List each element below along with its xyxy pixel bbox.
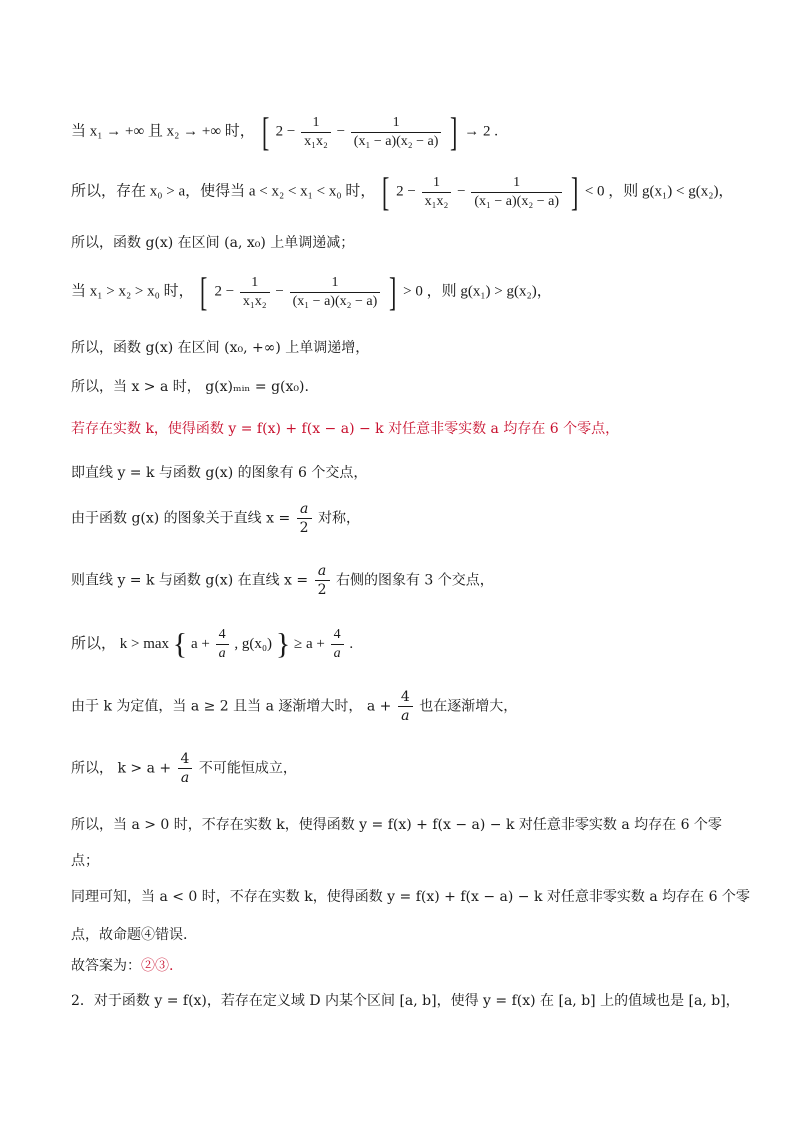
fraction: $\frac{1}{\text{x₁x₂}}$ <box>301 114 331 151</box>
fraction: $\frac{a}{2}$ <box>315 562 330 599</box>
text-line: 2．对于函数 y = f(x)，若存在定义域 D 内某个区间 [a, b]，使得 y = f(x) 在 [a, b] 上的值域也是 [a, b]， <box>71 993 740 1009</box>
text-line: 则直线 y = k 与函数 g(x) 在直线 x = $\frac{a}{2}$ 右侧的图象有 3 个交点， <box>71 563 494 598</box>
fraction: $\frac{4}{a}$ <box>216 626 229 663</box>
text-line: 所以，当 x > a 时， g(x)ₘᵢₙ = g(x₀). <box>71 379 309 395</box>
fraction: $\frac{1}{\text{x₁x₂}}$ <box>240 274 270 311</box>
text-line: 当 x₁ → +∞ 且 x₂ → +∞ 时， [ 2 − $\frac{1}{\text{x₁x₂}}$ − $\frac{1}{\text{(x₁ − a)(x₂ − a)}}$ ] → 2 . <box>71 109 499 154</box>
text-line: 故答案为：②③. <box>71 958 174 974</box>
text-line: 所以，当 a > 0 时，不存在实数 k，使得函数 y = f(x) + f(x − a) − k 对任意非零实数 a 均存在 6 个零 <box>71 817 722 833</box>
fraction: $\frac{1}{\text{(x₁ − a)(x₂ − a)}}$ <box>290 274 381 311</box>
fraction: $\frac{4}{a}$ <box>331 626 344 663</box>
fraction: $\frac{1}{\text{(x₁ − a)(x₂ − a)}}$ <box>471 174 562 211</box>
text-line: 即直线 y = k 与函数 g(x) 的图象有 6 个交点， <box>71 465 368 481</box>
text-line: 若存在实数 k，使得函数 y = f(x) + f(x − a) − k 对任意非零实数 a 均存在 6 个零点， <box>71 421 620 437</box>
fraction: $\frac{4}{a}$ <box>398 688 413 725</box>
text-line: 所以， k > max { a + $\frac{4}{a}$ , g(x₀) } ≥ a + $\frac{4}{a}$ . <box>71 627 354 661</box>
text-line: 所以， k > a + $\frac{4}{a}$ 不可能恒成立， <box>71 751 297 786</box>
fraction: $\frac{1}{\text{x₁x₂}}$ <box>422 174 452 211</box>
bracket-left: [ <box>261 109 269 154</box>
fraction: $\frac{1}{\text{(x₁ − a)(x₂ − a)}}$ <box>351 114 442 151</box>
fraction: $\frac{4}{a}$ <box>178 750 193 787</box>
text-line: 由于 k 为定值，当 a ≥ 2 且当 a 逐渐增大时， a + $\frac{4}{a}$ 也在逐渐增大， <box>71 689 518 724</box>
line-text: 当 x₁ → +∞ 且 x₂ → +∞ 时， <box>71 123 255 140</box>
text-line: 点，故命题④错误. <box>71 927 188 943</box>
fraction: $\frac{a}{2}$ <box>297 500 312 537</box>
text-line: 所以，存在 x₀ > a，使得当 a < x₂ < x₁ < x₀ 时， [ 2 − $\frac{1}{\text{x₁x₂}}$ − $\frac{1}{\text{(x₁ − a)(x₂ − a)}}$ ] < 0 ，则 g(x₁) < g(x₂)， <box>71 169 734 214</box>
text-line: 同理可知，当 a < 0 时，不存在实数 k，使得函数 y = f(x) + f(x − a) − k 对任意非零实数 a 均存在 6 个零 <box>71 889 750 905</box>
text-line: 点； <box>71 853 99 869</box>
text-line: 由于函数 g(x) 的图象关于直线 x = $\frac{a}{2}$ 对称， <box>71 501 361 536</box>
text-line: 所以，函数 g(x) 在区间 (x₀, +∞) 上单调递增， <box>71 340 370 356</box>
text-line: 所以，函数 g(x) 在区间 (a, x₀) 上单调递减； <box>71 235 355 251</box>
bracket-right: ] <box>450 109 458 154</box>
answer-text: ②③. <box>141 958 174 974</box>
text-line: 当 x₁ > x₂ > x₀ 时， [ 2 − $\frac{1}{\text{x₁x₂}}$ − $\frac{1}{\text{(x₁ − a)(x₂ − a)}}$ ] > 0 ，则 g(x₁) > g(x₂)， <box>71 269 552 314</box>
